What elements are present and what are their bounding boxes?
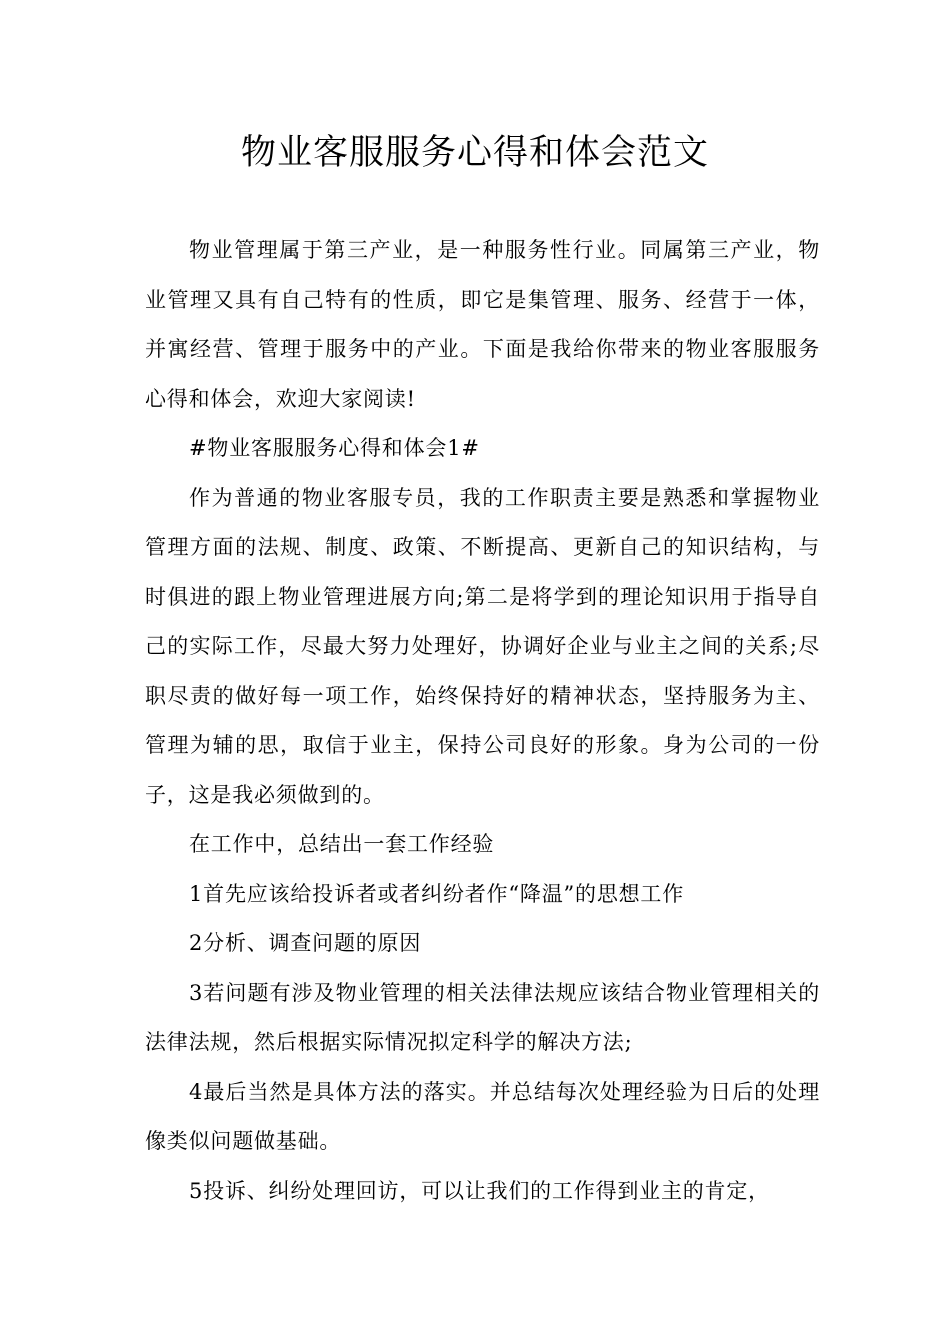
list-item-2: 2分析、调查问题的原因 xyxy=(189,931,422,955)
paragraph-duties: 作为普通的物业客服专员，我的工作职责主要是熟悉和掌握物业管理方面的法规、制度、政策、不断提高、更新自己的知识结构，与时俱进的跟上物业管理进展方向;第二是将学到的理论知识用于指导自己的实际工作，尽最大努力处理好，协调好企业与业主之间的关系;尽职尽责的做好每一项工作，始终保持好的精神状态，坚持服务为主、管理为辅的思，取信于业主，保持公司良好的形象。身为公司的一份子，这是我必须做到的。 xyxy=(145,485,820,807)
section-heading-1: #物业客服服务心得和体会1# xyxy=(189,436,480,460)
list-item-4: 4最后当然是具体方法的落实。并总结每次处理经验为日后的处理像类似问题做基础。 xyxy=(145,1079,820,1153)
document-body xyxy=(145,226,820,1216)
document-title: 物业客服服务心得和体会范文 xyxy=(240,133,709,173)
list-item-3: 3若问题有涉及物业管理的相关法律法规应该结合物业管理相关的法律法规，然后根据实际情况拟定科学的解决方法; xyxy=(145,980,820,1054)
paragraph-intro: 物业管理属于第三产业，是一种服务性行业。同属第三产业，物业管理又具有自己特有的性质，即它是集管理、服务、经营于一体，并寓经营、管理于服务中的产业。下面是我给你带来的物业客服服务心得和体会，欢迎大家阅读! xyxy=(145,238,820,411)
paragraph-experience-intro: 在工作中，总结出一套工作经验 xyxy=(189,832,495,856)
list-item-5: 5投诉、纠纷处理回访，可以让我们的工作得到业主的肯定， xyxy=(189,1178,770,1203)
list-item-1: 1首先应该给投诉者或者纠纷者作“降温”的思想工作 xyxy=(189,881,685,906)
